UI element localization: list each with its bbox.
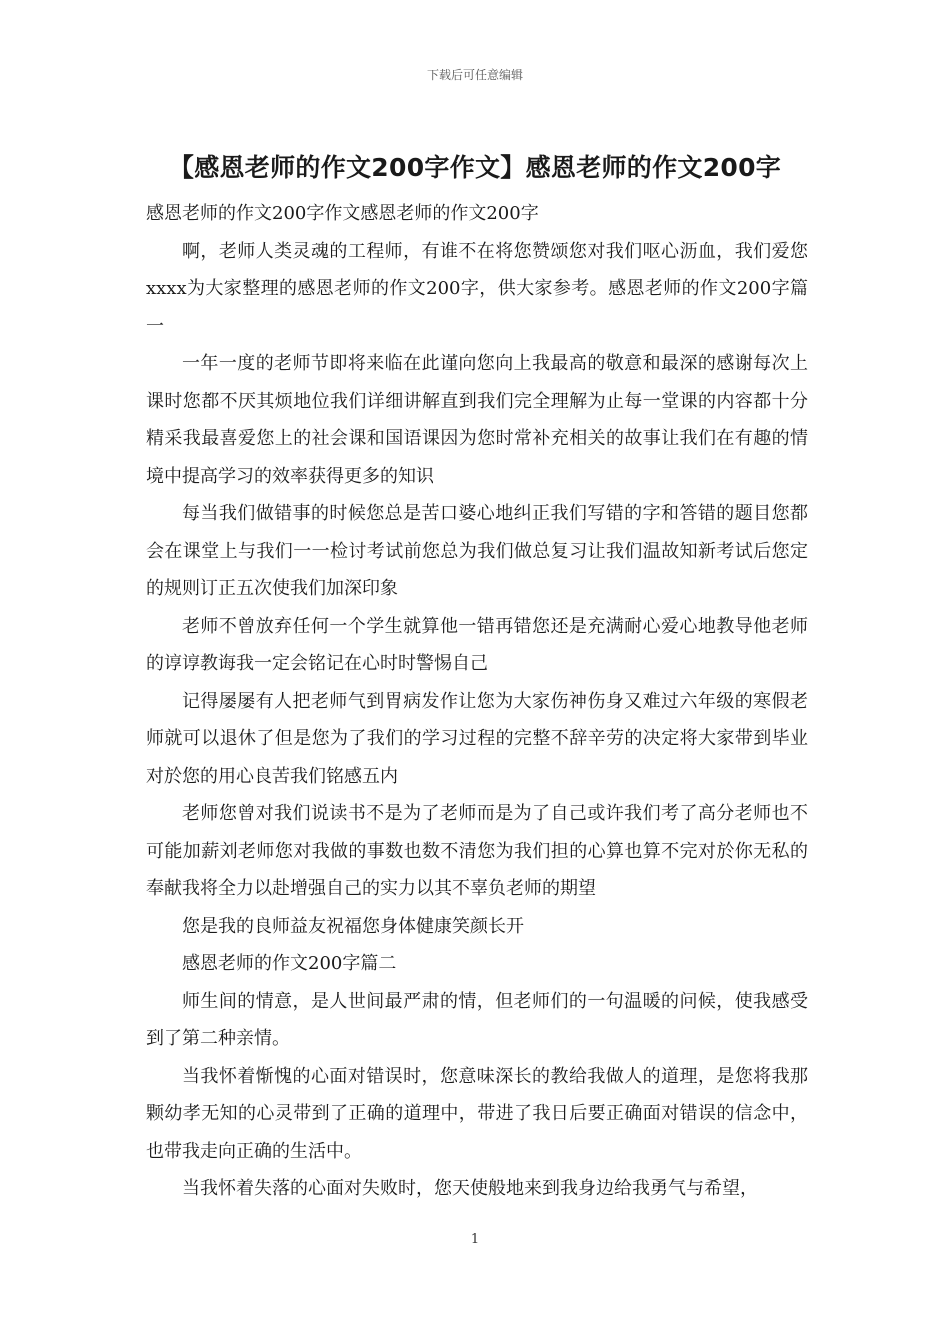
paragraph-1: 啊，老师人类灵魂的工程师，有谁不在将您赞颂您对我们呕心沥血，我们爱您xxxx为大家整理的感恩老师的作文200字，供大家参考。感恩老师的作文200字篇一 [146,240,808,337]
paragraph-9: 当我怀着惭愧的心面对错误时，您意味深长的教给我做人的道理，是您将我那颗幼孝无知的心灵带到了正确的道理中，带进了我日后要正确面对错误的信念中，也带我走向正确的生活中。 [146,1065,808,1162]
paragraph-10: 当我怀着失落的心面对失败时，您天使般地来到我身边给我勇气与希望， [182,1178,758,1199]
document-subtitle: 感恩老师的作文200字作文感恩老师的作文200字 [146,203,539,224]
page-header-note: 下载后可任意编辑 [426,68,523,82]
paragraph-6: 老师您曾对我们说读书不是为了老师而是为了自己或许我们考了高分老师也不可能加薪刘老师您对我做的事数也数不清您为我们担的心算也算不完对於你无私的奉献我将全力以赴增强自己的实力以其不辜负老师的期望 [146,803,808,899]
paragraph-7: 您是我的良师益友祝福您身体健康笑颜长开 [182,915,524,937]
document-title: 【感恩老师的作文200字作文】感恩老师的作文200字 [168,153,782,182]
paragraph-3: 每当我们做错事的时候您总是苦口婆心地纠正我们写错的字和答错的题目您都会在课堂上与我们一一检讨考试前您总为我们做总复习让我们温故知新考试后您定的规则订正五次使我们加深印象 [146,503,808,599]
document-body [146,195,808,1208]
paragraph-4: 老师不曾放弃任何一个学生就算他一错再错您还是充满耐心爱心地教导他老师的谆谆教诲我一定会铭记在心时时警惕自己 [146,615,808,674]
paragraph-2: 一年一度的老师节即将来临在此谨向您向上我最高的敬意和最深的感谢每次上课时您都不厌其烦地位我们详细讲解直到我们完全理解为止每一堂课的内容都十分精采我最喜爱您上的社会课和国语课因为您时常补充相关的故事让我们在有趣的情境中提高学习的效率获得更多的知识 [146,353,808,487]
page-number: 1 [470,1232,480,1247]
paragraph-5: 记得屡屡有人把老师气到胃病发作让您为大家伤神伤身又难过六年级的寒假老师就可以退休了但是您为了我们的学习过程的完整不辞辛劳的决定将大家带到毕业对於您的用心良苦我们铭感五内 [146,690,808,787]
paragraph-8: 师生间的情意，是人世间最严肃的情，但老师们的一句温暖的问候，使我感受到了第二种亲情。 [146,990,808,1049]
section-heading-2: 感恩老师的作文200字篇二 [182,953,397,974]
